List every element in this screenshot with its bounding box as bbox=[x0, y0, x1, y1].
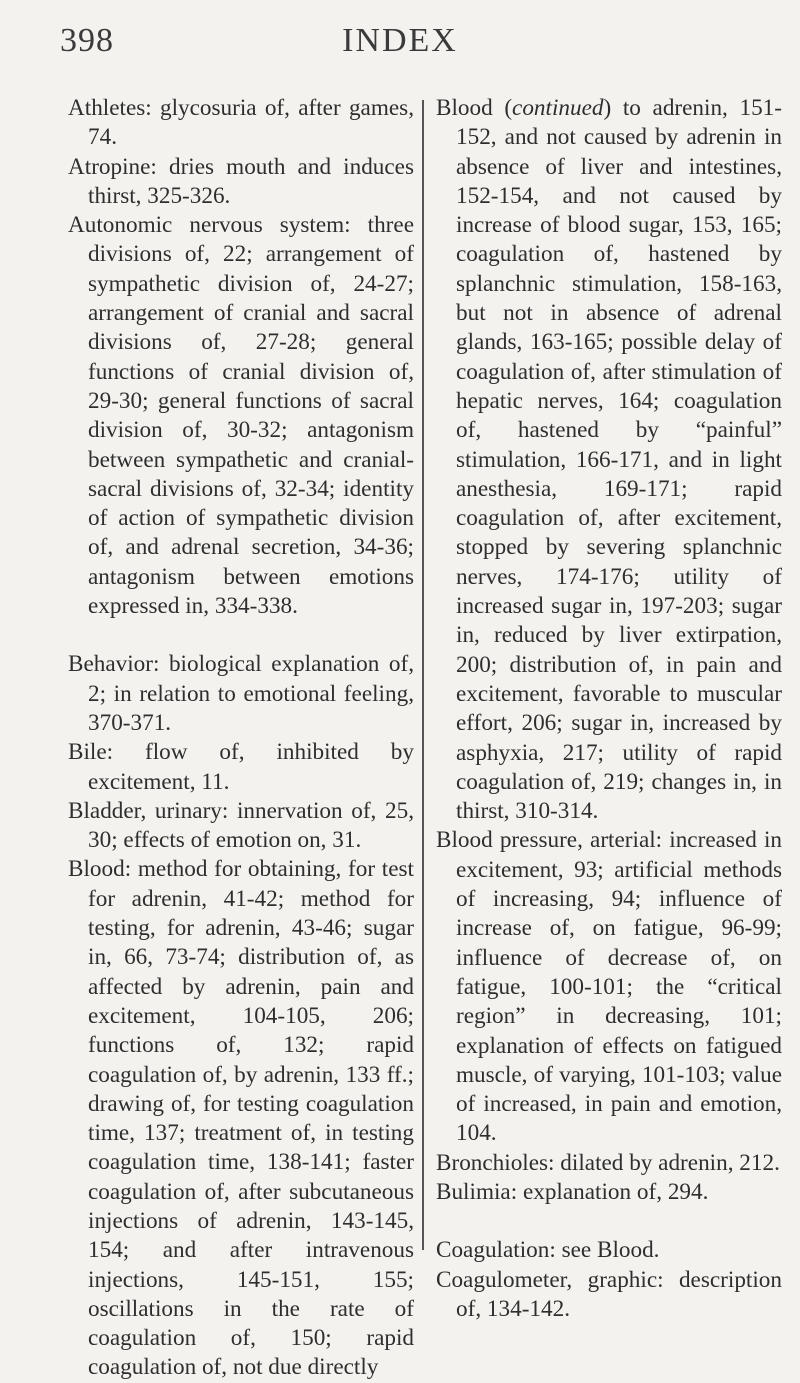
index-column-right bbox=[436, 94, 782, 1324]
index-entry: Blood: method for obtaining, for test for adrenin, 41-42; method for testing, for adrenin, 43-46; sugar in, 66, 73-74; distribution of, as affected by adrenin, pain and excitement, 104-105, 206; functions of, 132; rapid coagulation of, by adrenin, 133 ff.; drawing of, for testing coagulation time, 137; treatment of, in testing coagulation time, 138-141; faster coagulation of, after subcutaneous injections of adrenin, 143-145, 154; and after intravenous injections, 145-151, 155; oscillations in the rate of coagulation of, 150; rapid coagulation of, not due directly bbox=[68, 856, 414, 1381]
index-entry: Coagulation: see Blood. bbox=[436, 1237, 660, 1264]
running-title: INDEX bbox=[342, 22, 458, 59]
index-entry: Autonomic nervous system: three divisions of, 22; arrangement of sympathetic division of, 24-27; arrangement of cranial and sacral divisions of, 27-28; general functions of cranial division of, 29-30; general functions of sacral division of, 30-32; antagonism between sympathetic and cranial-sacral divisions of, 32-34; identity of action of sympathetic division of, and adrenal secretion, 34-36; antagonism between emotions expressed in, 334-338. bbox=[68, 212, 414, 620]
index-entry: Blood pressure, arterial: increased in excitement, 93; artificial methods of increasing, 94; influence of increase of, on fatigue, 96-99; influence of decrease of, on fatigue, 100-101; the “critical region” in decreasing, 101; explanation of effects on fatigued muscle, of varying, 101-103; value of increased, in pain and emotion, 104. bbox=[436, 827, 782, 1147]
index-entry: Bronchioles: dilated by adrenin, 212. bbox=[436, 1149, 780, 1176]
index-column-left bbox=[68, 94, 414, 1383]
entry-body: to adrenin, 151-152, and not caused by adrenin in absence of liver and intestines, 152-154, and not caused by increase of blood sugar, 153, 165; coagulation of, hastened by splanchnic stimulation, 158-163, but not in absence of adrenal glands, 163-165; possible delay of coagulation of, after stimulation of hepatic nerves, 164; coagulation of, hastened by “painful” stimulation, 166-171, and in light anesthesia, 169-171; rapid coagulation of, after excitement, stopped by severing splanchnic nerves, 174-176; utility of increased sugar in, 197-203; sugar in, reduced by liver extirpation, 200; distribution of, in pain and excitement, favorable to muscular effort, 206; sugar in, increased by asphyxia, 217; utility of rapid coagulation of, 219; changes in, in thirst, 310-314. bbox=[456, 95, 782, 825]
page-header bbox=[0, 14, 800, 70]
entry-heading: Blood ( bbox=[436, 95, 513, 121]
index-entry: Behavior: biological explanation of, 2; in relation to emotional feeling, 370-371. bbox=[68, 651, 414, 736]
index-entry: Bladder, urinary: innervation of, 25, 30; effects of emotion on, 31. bbox=[68, 797, 414, 854]
index-entry: Bile: flow of, inhibited by excitement, 11. bbox=[68, 739, 414, 795]
index-entry: Coagulometer, graphic: description of, 134-142. bbox=[436, 1266, 782, 1322]
index-entry: Atropine: dries mouth and induces thirst, 325-326. bbox=[68, 153, 414, 209]
entry-heading-close: ) bbox=[603, 95, 612, 121]
index-entry: Bulimia: explanation of, 294. bbox=[436, 1178, 709, 1205]
page-number: 398 bbox=[60, 22, 114, 59]
index-entry: Athletes: glycosuria of, after games, 74. bbox=[68, 95, 414, 151]
continued-label: continued bbox=[512, 95, 604, 121]
column-divider bbox=[422, 100, 424, 1250]
index-entry-continued bbox=[436, 94, 782, 826]
